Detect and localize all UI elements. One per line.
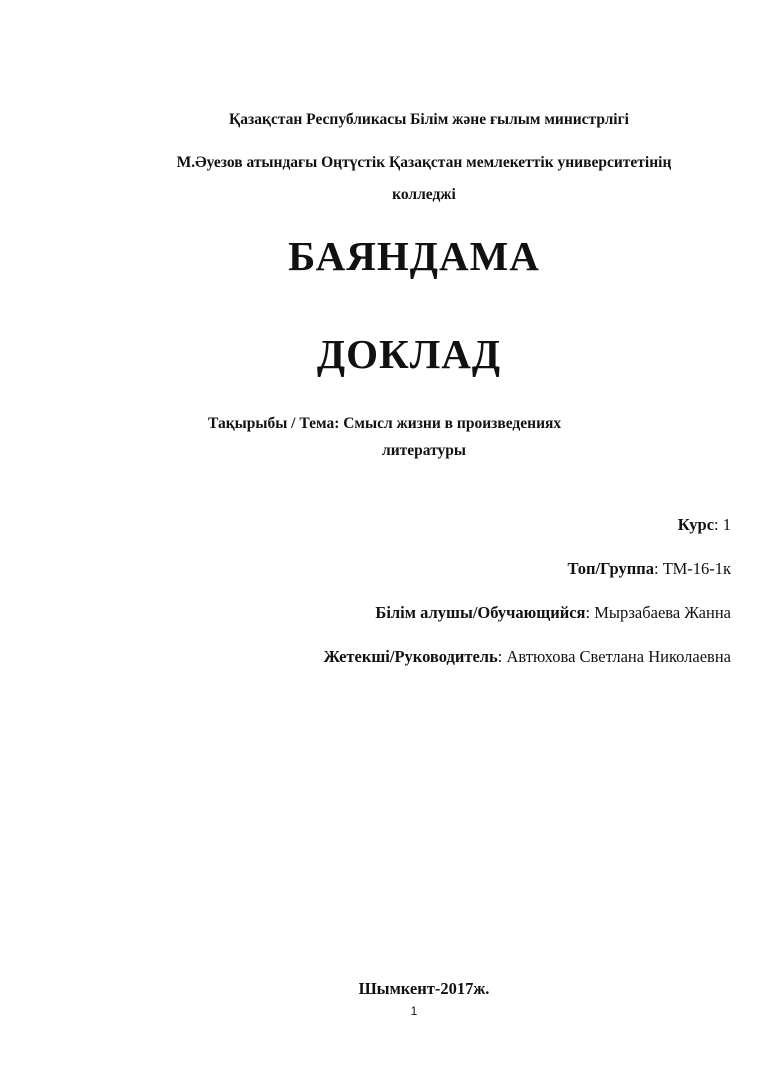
field-student-value: : Мырзабаева Жанна [585,603,731,622]
city-year: Шымкент-2017ж. [358,979,490,998]
document-title-kz: БАЯНДАМА [288,233,540,279]
field-group [567,559,731,579]
field-student-label: Білім алушы/Обучающийся [375,603,586,622]
field-kurs [678,515,731,535]
field-group-label: Топ/Группа [567,559,654,578]
field-kurs-value: : 1 [714,515,731,534]
topic-line-1: Тақырыбы / Тема: Смысл жизни в произведениях [208,415,562,432]
field-group-value: : ТМ-16-1к [654,559,731,578]
field-lead [324,647,731,667]
university-heading: М.Әуезов атындағы Оңтүстік Қазақстан мемлекеттік университетінің [176,154,672,171]
ministry-heading: Қазақстан Республикасы Білім және ғылым министрлігі [229,111,629,128]
field-student [375,603,731,623]
field-kurs-label: Курс [677,515,715,534]
document-title-ru: ДОКЛАД [316,331,502,377]
topic-line-2: литературы [382,442,466,459]
page-number: 1 [410,1004,418,1018]
field-lead-value: : Автюхова Светлана Николаевна [497,647,731,666]
college-heading: колледжі [392,186,456,203]
field-lead-label: Жетекші/Руководитель [323,647,498,666]
